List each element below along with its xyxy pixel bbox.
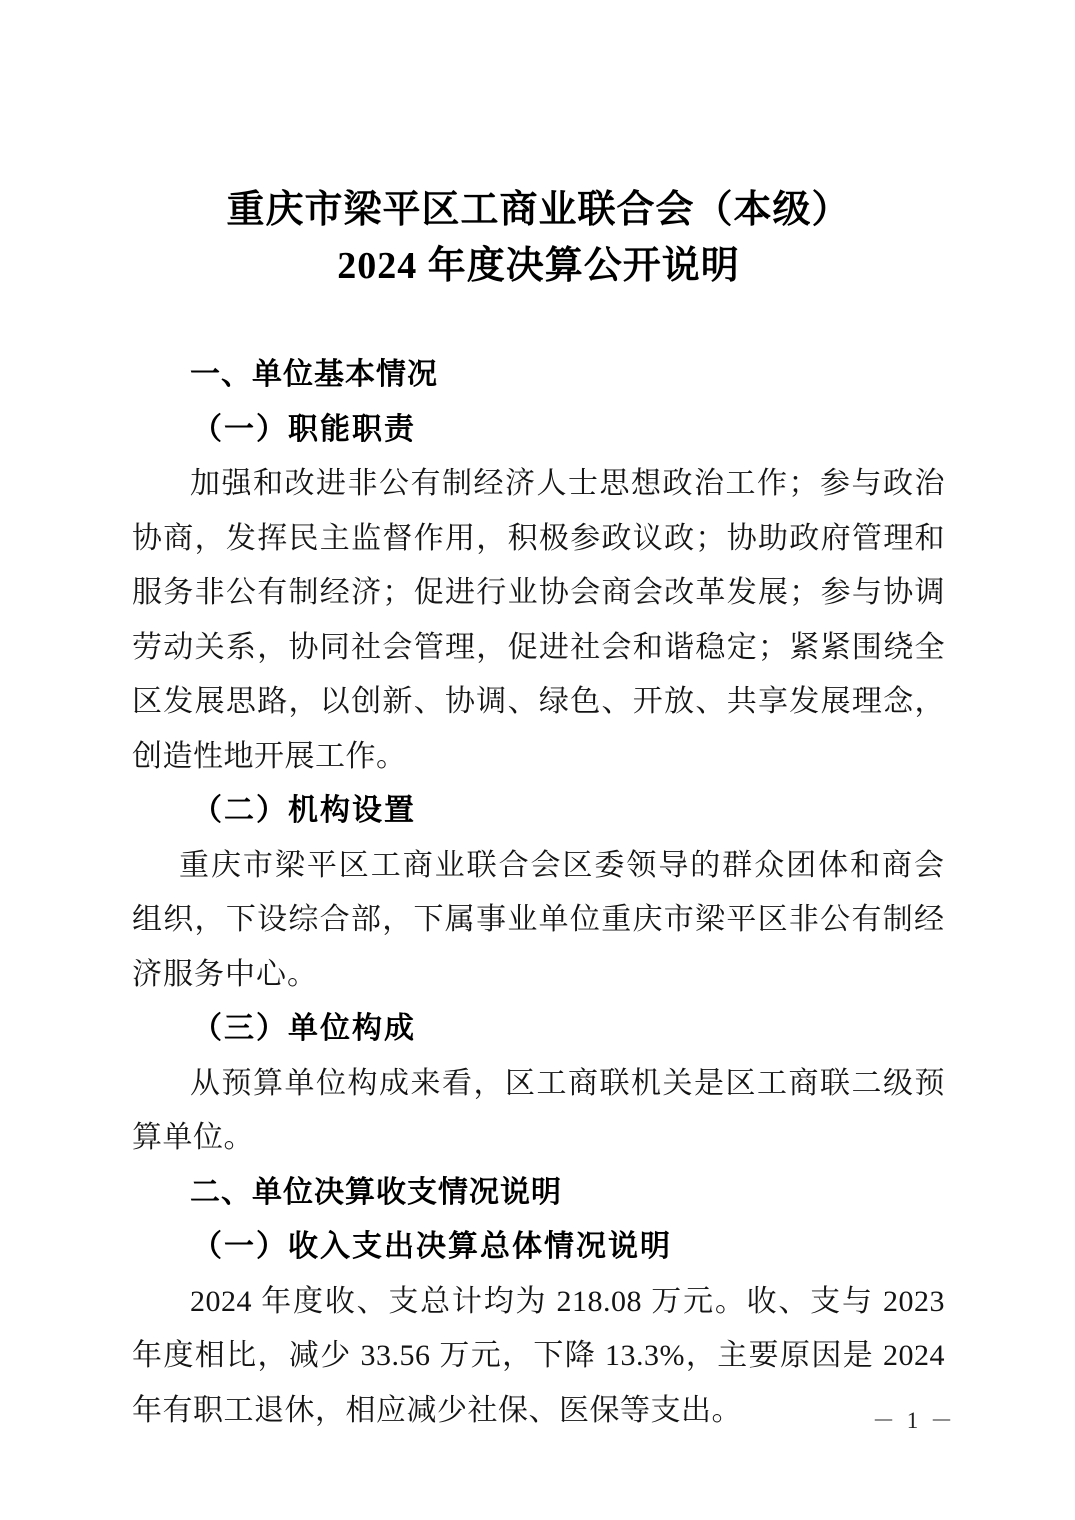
paragraph-unit-composition: 从预算单位构成来看，区工商联机关是区工商联二级预算单位。	[132, 1066, 945, 1154]
document-title	[132, 182, 945, 294]
subsection-heading-1-1: （一）职能职责	[192, 412, 416, 446]
subsection-heading-1-3: （三）单位构成	[192, 1012, 416, 1045]
subsection-heading-2-1: （一）收入支出决算总体情况说明	[192, 1230, 672, 1263]
subsection-heading-1-2: （二）机构设置	[192, 794, 416, 827]
document-title-line-1: 重庆市梁平区工商业联合会（本级）	[226, 189, 851, 231]
paragraph-budget-overview: 2024 年度收、支总计均为 218.08 万元。收、支与 2023 年度相比，减少 33.56 万元，下降 13.3%，主要原因是 2024 年有职工退休，相应减少社保、医保等支出。	[132, 1284, 945, 1427]
document-content	[132, 0, 945, 1438]
paragraph-duties: 加强和改进非公有制经济人士思想政治工作；参与政治协商，发挥民主监督作用，积极参政议政；协助政府管理和服务非公有制经济；促进行业协会商会改革发展；参与协调劳动关系，协同社会管理，促进社会和谐稳定；紧紧围绕全区发展思路，以创新、协调、绿色、开放、共享发展理念，创造性地开展工作。	[132, 467, 945, 773]
section-heading-2: 二、单位决算收支情况说明	[190, 1175, 562, 1209]
document-title-line-2: 2024 年度决算公开说明	[337, 245, 740, 287]
document-body	[132, 348, 945, 1438]
section-heading-1: 一、单位基本情况	[190, 358, 438, 391]
page-number: － 1 －	[872, 1408, 956, 1433]
paragraph-organization: 重庆市梁平区工商业联合会区委领导的群众团体和商会组织，下设综合部，下属事业单位重庆市梁平区非公有制经济服务中心。	[132, 848, 945, 991]
